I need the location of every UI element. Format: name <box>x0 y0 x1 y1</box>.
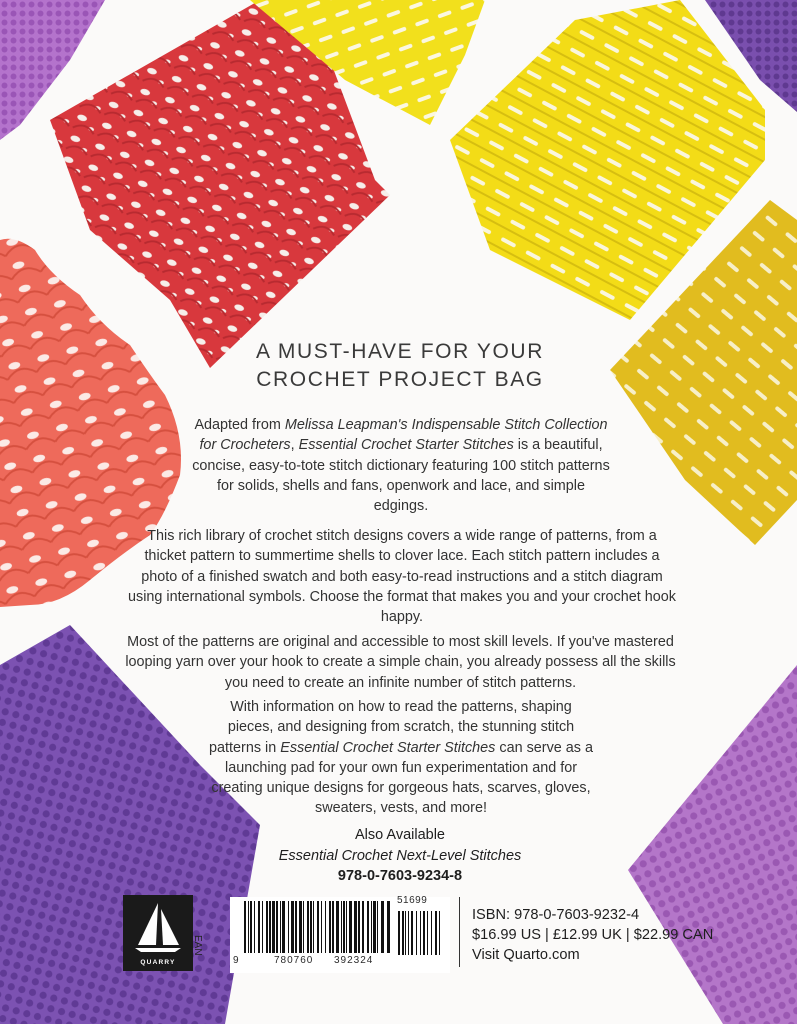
price-text: $16.99 US | £12.99 UK | $22.99 CAN <box>472 927 714 943</box>
barcode-bar <box>373 901 376 953</box>
barcode-bar <box>291 901 294 953</box>
also-available-isbn: 978-0-7603-9234-8 <box>337 868 463 884</box>
barcode-addon-bar <box>423 911 425 955</box>
barcode-digits-left: 780760 <box>274 955 314 966</box>
barcode-bar <box>381 901 384 953</box>
barcode-bar <box>332 901 334 953</box>
barcode-bar <box>250 901 252 953</box>
barcode-bar <box>266 901 268 953</box>
description-paragraph-3: Most of the patterns are original and accessible to most skill levels. If you've mastered looping yarn over your hook to create a simple chain, you already possess all the skills you need to create an infinite number of stitch patterns. <box>125 634 676 691</box>
also-available-block <box>240 825 560 887</box>
barcode-bar <box>244 901 246 953</box>
description-paragraph-1: Adapted from Melissa Leapman's Indispensable Stitch Collection for Crocheters, Essential Crochet Starter Stitches is a beautiful, concise, easy-to-tote stitch dictionary featuring 100 stitch patterns for solids, shells and fans, openwork and lace, and simple edgings. <box>192 417 610 515</box>
barcode-first-digit: 9 <box>233 955 239 966</box>
barcode-bar <box>313 901 314 953</box>
barcode-bar <box>272 901 275 953</box>
barcode-bar <box>310 901 312 953</box>
description-paragraph-2: This rich library of crochet stitch designs covers a wide range of patterns, from a thicket pattern to summertime shells to clover lace. Each stitch pattern includes a photo of a finished swatch and both easy-to-read instructions and a stitch diagram using international symbols. Choose the format that makes you and your crochet hook happy. <box>128 528 676 626</box>
barcode-bar <box>262 901 263 953</box>
headline <box>205 338 595 394</box>
barcode-bar <box>299 901 302 953</box>
quarry-logo-text: QUARRY <box>140 959 176 966</box>
barcode-addon-bar <box>408 911 409 955</box>
divider <box>459 897 460 967</box>
description-paragraph-4: With information on how to read the patterns, shaping pieces, and designing from scratch, the stunning stitch patterns in Essential Crochet Starter Stitches can serve as a launching pad for your own fun experimentation and for creating unique designs for gorgeous hats, scarves, gloves, sweaters, vests, and more! <box>209 699 593 817</box>
barcode-bar <box>336 901 339 953</box>
barcode-bar <box>367 901 369 953</box>
barcode-bar <box>303 901 304 953</box>
book-info <box>472 905 713 965</box>
barcode-bar <box>269 901 271 953</box>
barcode-bar <box>371 901 372 953</box>
barcode-bar <box>387 901 390 953</box>
sail-icon <box>123 897 193 957</box>
barcode-addon-bar <box>431 911 432 955</box>
barcode-bar <box>282 901 285 953</box>
barcode-addon-bar <box>435 911 437 955</box>
ean-label: EAN <box>192 935 203 956</box>
barcode-bar <box>354 901 357 953</box>
source-book-title: Melissa Leapman's Indispensable Stitch Collection for Crocheters <box>199 417 608 454</box>
barcode-bars <box>230 901 450 963</box>
barcode-addon-bar <box>405 911 406 955</box>
quarry-logo <box>123 895 193 971</box>
barcode-bar <box>362 901 364 953</box>
barcode-bar <box>295 901 297 953</box>
barcode-addon-bar <box>398 911 400 955</box>
barcode-bar <box>254 901 255 953</box>
barcode-bar <box>349 901 352 953</box>
barcode-bar <box>325 901 326 953</box>
barcode-bar <box>346 901 347 953</box>
barcode-addon-bar <box>420 911 421 955</box>
headline-line-1: A MUST-HAVE FOR YOUR <box>256 340 544 363</box>
barcode-bar <box>307 901 309 953</box>
barcode-bar <box>341 901 342 953</box>
barcode-addon-bar <box>402 911 404 955</box>
barcode-bar <box>288 901 289 953</box>
also-available-title: Essential Crochet Next-Level Stitches <box>278 847 522 864</box>
book-title-2: Essential Crochet Starter Stitches <box>280 739 496 756</box>
barcode-bar <box>248 901 249 953</box>
website-link[interactable]: Visit Quarto.com <box>472 947 580 963</box>
barcode-bar <box>258 901 260 953</box>
barcode-bar <box>343 901 345 953</box>
headline-line-2: CROCHET PROJECT BAG <box>256 368 544 391</box>
barcode-bar <box>276 901 278 953</box>
barcode-addon-bar <box>427 911 428 955</box>
barcode-addon-bar <box>439 911 440 955</box>
barcode-bar <box>280 901 281 953</box>
isbn-text: ISBN: 978-0-7603-9232-4 <box>472 907 640 923</box>
barcode <box>230 897 450 973</box>
also-available-heading: Also Available <box>354 827 446 843</box>
barcode-addon: 51699 <box>397 895 428 906</box>
book-title: Essential Crochet Starter Stitches <box>298 437 514 454</box>
barcode-bar <box>377 901 378 953</box>
mustard-swatch-right <box>605 200 797 550</box>
barcode-bar <box>329 901 331 953</box>
barcode-bar <box>321 901 322 953</box>
barcode-digits-right: 392324 <box>334 955 374 966</box>
barcode-bar <box>317 901 319 953</box>
barcode-addon-bar <box>416 911 417 955</box>
barcode-bar <box>358 901 360 953</box>
barcode-addon-bar <box>411 911 413 955</box>
